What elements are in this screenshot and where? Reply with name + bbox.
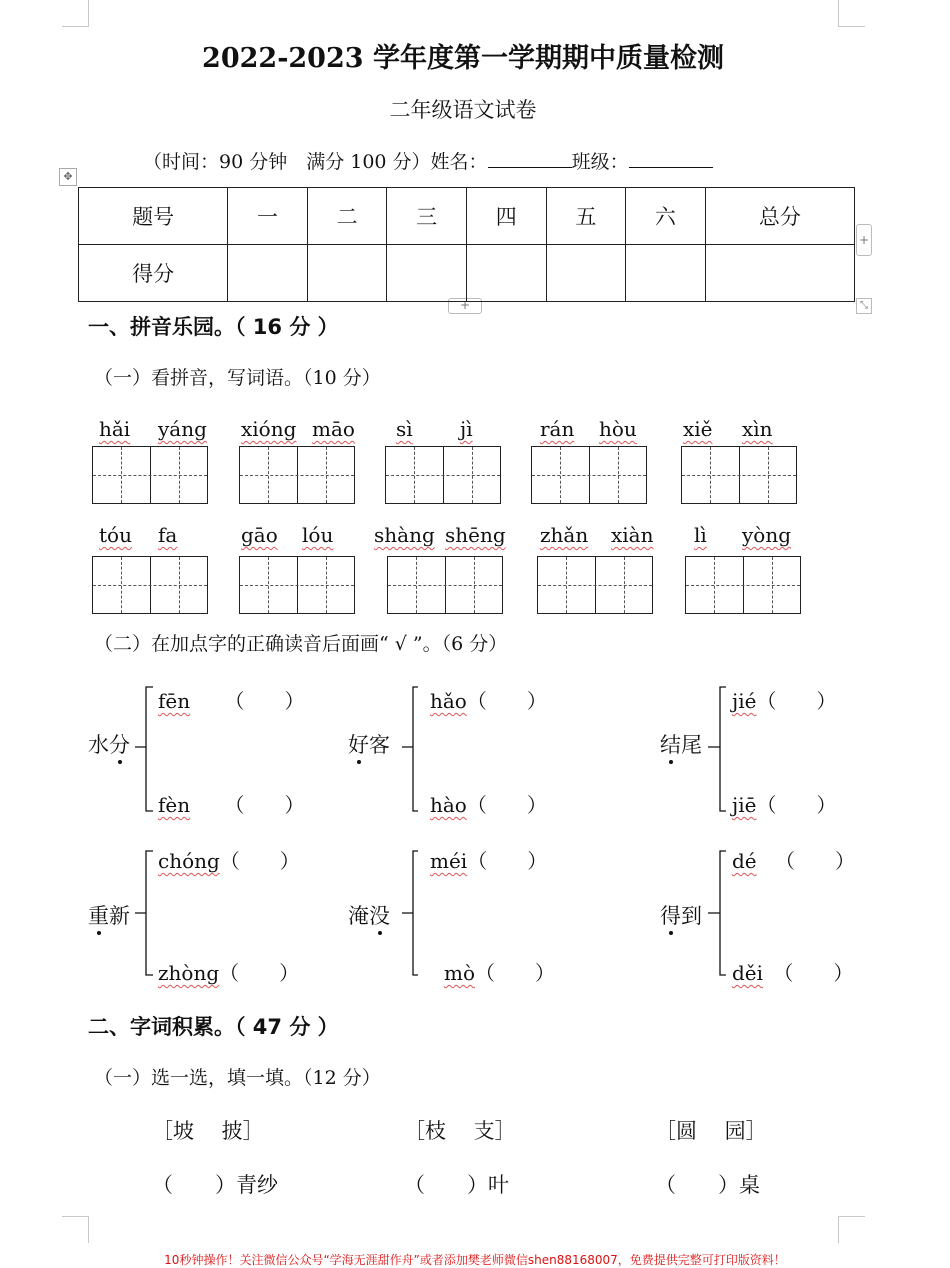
pronunciation-group (348, 845, 628, 985)
writing-grid-box[interactable] (681, 446, 797, 504)
pronunciation-group (660, 845, 940, 985)
answer-paren[interactable]: （ ） (219, 849, 300, 873)
pinyin-label: hǎo (430, 689, 467, 713)
dotted-char: 分 (109, 733, 130, 757)
dotted-char: 重 (88, 904, 109, 928)
reading-option (158, 845, 300, 874)
reading-option (158, 789, 304, 818)
footer-promo-text: 10秒钟操作！关注微信公众号“学海无涯甜作舟”或者添加樊老师微信shen88168007，免费提供完整可打印版资料！ (164, 1253, 786, 1267)
pinyin-label: hào (430, 793, 467, 817)
table-cell: 题号 (79, 188, 228, 245)
target-word (348, 729, 390, 759)
table-cell: 五 (546, 188, 626, 245)
target-word (348, 900, 390, 930)
pinyin-label: méi (430, 849, 468, 873)
word-char: 尾 (681, 733, 702, 757)
writing-grid-box[interactable] (92, 446, 208, 504)
target-word (88, 900, 130, 930)
pinyin-label: jì (460, 417, 473, 441)
reading-option (732, 685, 836, 714)
answer-paren[interactable]: （ ） (475, 961, 556, 985)
writing-grid-box[interactable] (387, 556, 503, 614)
bracket-line (133, 685, 155, 815)
fill-blank-item[interactable]: （ ）青纱 (152, 1173, 278, 1197)
answer-paren[interactable]: （ ） (466, 689, 547, 713)
pinyin-row-2 (0, 523, 900, 551)
reading-option (444, 957, 555, 986)
pinyin-label: jiē (732, 793, 757, 817)
score-cell[interactable] (307, 245, 387, 302)
bracket-line (398, 685, 420, 815)
pinyin-label: xìn (742, 417, 773, 441)
writing-grid-box[interactable] (92, 556, 208, 614)
char-choice: ［圆 园］ (655, 1119, 767, 1143)
class-label: 班级： (571, 151, 629, 173)
pinyin-label: yòng (742, 523, 792, 547)
pronunciation-group (88, 845, 368, 985)
answer-paren[interactable]: （ ） (756, 793, 837, 817)
score-cell[interactable] (387, 245, 467, 302)
bracket-line (706, 685, 728, 815)
reading-option (158, 685, 304, 714)
pinyin-label: mò (444, 961, 476, 985)
fill-blank-item[interactable]: （ ）桌 (655, 1173, 760, 1197)
answer-paren[interactable]: （ ） (756, 689, 837, 713)
target-word (660, 900, 702, 930)
reading-option (732, 957, 853, 986)
page-corner-mark (62, 1216, 89, 1243)
score-cell[interactable] (466, 245, 546, 302)
word-char: 淹 (348, 904, 369, 928)
target-word (88, 729, 130, 759)
writing-grid-box[interactable] (385, 446, 501, 504)
table-cell: 三 (387, 188, 467, 245)
pinyin-label: děi (732, 961, 764, 985)
pinyin-label: jié (732, 689, 757, 713)
bracket-line (398, 845, 420, 980)
score-cell[interactable] (626, 245, 706, 302)
pinyin-label: fèn (158, 793, 191, 817)
writing-grid-box[interactable] (239, 556, 355, 614)
reading-option (430, 789, 547, 818)
pinyin-label: dé (732, 849, 757, 873)
pinyin-label: shēng (445, 523, 506, 547)
pinyin-label: lóu (302, 523, 334, 547)
page-corner-mark (838, 0, 865, 27)
exam-info-line (143, 147, 713, 174)
page-subtitle: 二年级语文试卷 (389, 98, 537, 122)
score-cell[interactable] (228, 245, 308, 302)
answer-paren[interactable]: （ ） (775, 849, 855, 873)
dotted-char: 结 (660, 733, 681, 757)
section-1-heading: 一、拼音乐园。（ 16 分 ） (88, 315, 339, 339)
answer-paren[interactable]: （ ） (773, 961, 854, 985)
add-column-plus-icon[interactable]: + (856, 224, 872, 256)
reading-option (430, 685, 547, 714)
char-choice: ［坡 披］ (152, 1119, 264, 1143)
pinyin-label: hǎi (99, 417, 131, 441)
word-char: 到 (681, 904, 702, 928)
table-cell: 得分 (79, 245, 228, 302)
answer-paren[interactable]: （ ） (224, 793, 305, 817)
pronunciation-group (88, 685, 368, 815)
reading-option (158, 957, 299, 986)
pinyin-label: hòu (599, 417, 637, 441)
fill-blank-item[interactable]: （ ）叶 (404, 1173, 509, 1197)
reading-option (732, 845, 855, 874)
section-2-part-1-heading: （一）选一选，填一填。（12 分） (94, 1067, 381, 1089)
pinyin-label: tóu (99, 523, 132, 547)
table-header-row (79, 188, 855, 245)
page-title: 2022-2023 学年度第一学期期中质量检测 (202, 43, 724, 74)
pinyin-label: māo (312, 417, 355, 441)
pronunciation-group (348, 685, 628, 815)
writing-grid-box[interactable] (685, 556, 801, 614)
pronunciation-group (660, 685, 940, 815)
answer-paren[interactable]: （ ） (224, 689, 305, 713)
section-1-part-2-heading: （二）在加点字的正确读音后面画“ √ ”。（6 分） (94, 633, 508, 655)
pinyin-label: zhòng (158, 961, 220, 985)
answer-paren[interactable]: （ ） (467, 849, 548, 873)
reading-option (732, 789, 836, 818)
pinyin-label: xiě (683, 417, 713, 441)
dotted-char: 好 (348, 733, 369, 757)
pinyin-label: rán (540, 417, 575, 441)
pinyin-label: shàng (374, 523, 435, 547)
pinyin-label: sì (396, 417, 413, 441)
writing-grid-box[interactable] (239, 446, 355, 504)
score-table (78, 187, 855, 302)
class-blank[interactable] (629, 149, 713, 168)
table-move-handle-icon[interactable]: ✥ (59, 168, 77, 186)
pinyin-label: zhǎn (540, 523, 589, 547)
word-char: 水 (88, 733, 109, 757)
pinyin-label: xiàn (611, 523, 654, 547)
bracket-line (133, 845, 155, 980)
section-1-part-1-heading: （一）看拼音，写词语。（10 分） (94, 367, 381, 389)
table-cell: 六 (626, 188, 706, 245)
answer-paren[interactable]: （ ） (219, 961, 300, 985)
name-blank[interactable] (488, 149, 572, 168)
word-char: 客 (369, 733, 390, 757)
exam-info-text: （时间：90 分钟 满分 100 分）姓名： (143, 151, 488, 173)
add-row-plus-icon[interactable]: + (448, 298, 482, 314)
target-word (660, 729, 702, 759)
bracket-line (706, 845, 728, 980)
reading-option (430, 845, 547, 874)
table-cell: 总分 (705, 188, 854, 245)
table-resize-handle-icon[interactable]: ⤡ (856, 298, 872, 314)
score-cell[interactable] (705, 245, 854, 302)
pinyin-label: fa (158, 523, 178, 547)
table-cell: 一 (228, 188, 308, 245)
pinyin-label: lì (694, 523, 707, 547)
score-cell[interactable] (546, 245, 626, 302)
page-corner-mark (62, 0, 89, 27)
section-2-heading: 二、字词积累。（ 47 分 ） (88, 1015, 339, 1039)
pinyin-label: chóng (158, 849, 220, 873)
word-char: 新 (109, 904, 130, 928)
page-corner-mark (838, 1216, 865, 1243)
table-score-row (79, 245, 855, 302)
writing-grid-box[interactable] (531, 446, 647, 504)
dotted-char: 得 (660, 904, 681, 928)
pinyin-label: gāo (241, 523, 278, 547)
pinyin-label: fēn (158, 689, 191, 713)
pinyin-row-1 (0, 417, 900, 445)
writing-grid-box[interactable] (537, 556, 653, 614)
pinyin-label: xióng (241, 417, 297, 441)
dotted-char: 没 (369, 904, 390, 928)
table-cell: 四 (466, 188, 546, 245)
answer-paren[interactable]: （ ） (466, 793, 547, 817)
pinyin-label: yáng (158, 417, 207, 441)
table-cell: 二 (307, 188, 387, 245)
char-choice: ［枝 支］ (404, 1119, 516, 1143)
